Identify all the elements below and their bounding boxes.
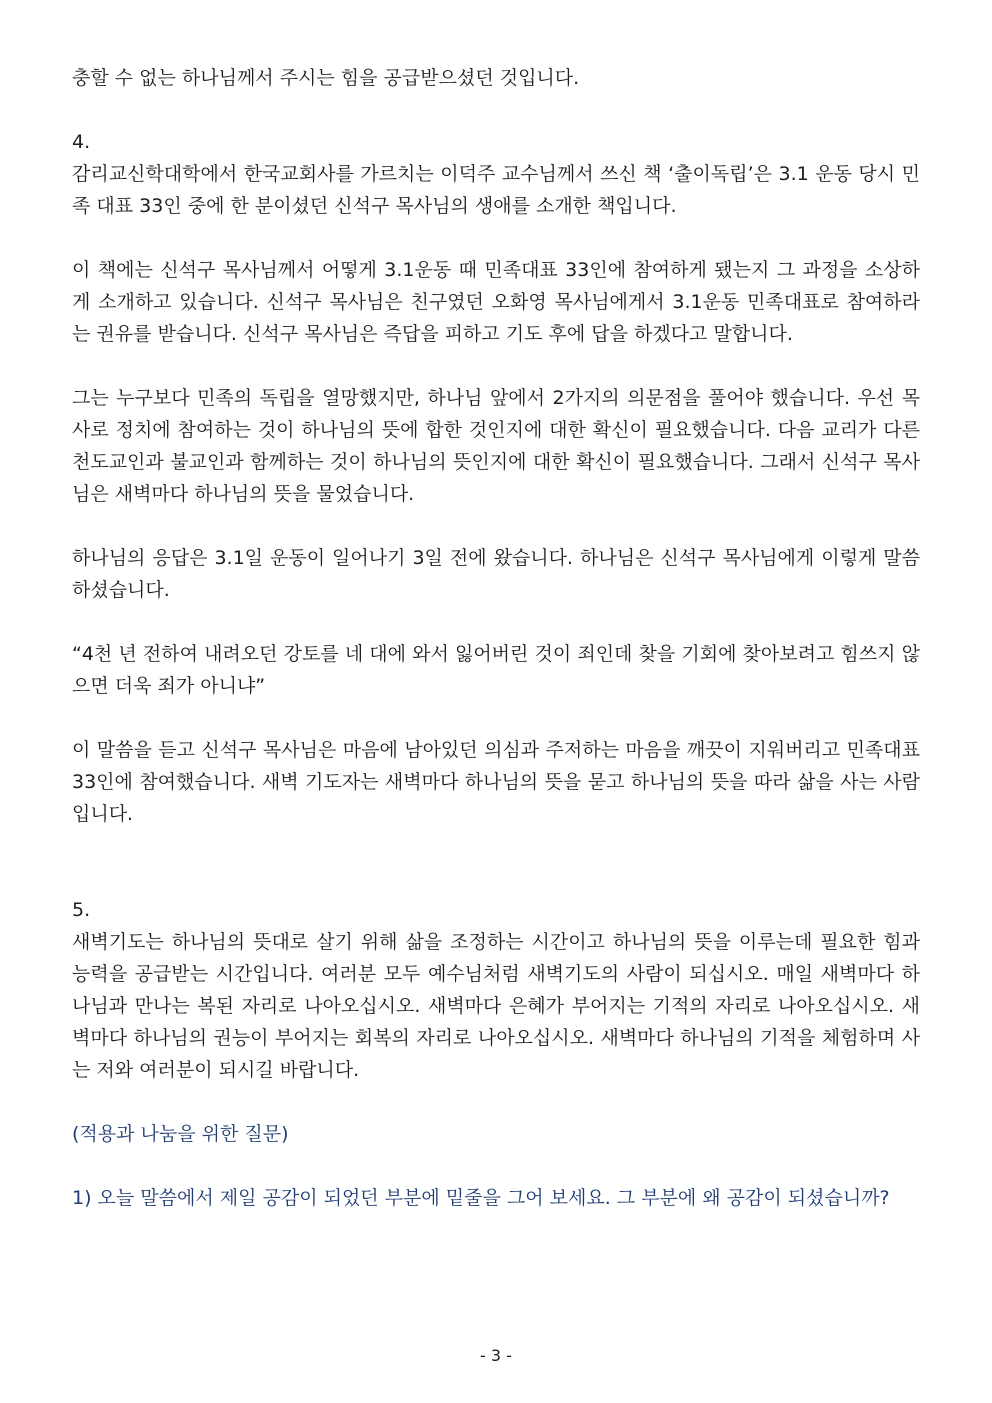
spacer: [72, 1086, 920, 1118]
questions-heading: (적용과 나눔을 위한 질문): [72, 1123, 289, 1145]
paragraph-participation: 이 책에는 신석구 목사님께서 어떻게 3.1운동 때 민족대표 33인에 참여하게 됐는지 그 과정을 소상하게 소개하고 있습니다. 신석구 목사님은 친구였던 오화영 목사님에게서 3.1운동 민족대표로 참여하라는 권유를 받습니다. 신석구 목사님은 즉답을 피하고 기도 후에 답을 하겠다고 말합니다.: [72, 259, 920, 345]
spacer: [72, 606, 920, 638]
spacer: [72, 830, 920, 862]
section-number-5: 5.: [72, 899, 91, 921]
paragraph-quote: “4천 년 전하여 내려오던 강토를 네 대에 와서 잃어버린 것이 죄인데 찾을 기회에 찾아보려고 힘쓰지 않으면 더욱 죄가 아니냐”: [72, 643, 920, 697]
paragraph-book-intro: 감리교신학대학에서 한국교회사를 가르치는 이덕주 교수님께서 쓰신 책 ‘출이독립’은 3.1 운동 당시 민족 대표 33인 중에 한 분이셨던 신석구 목사님의 생애를 소개한 책입니다.: [72, 163, 920, 217]
spacer: [72, 222, 920, 254]
spacer: [72, 702, 920, 734]
spacer: [72, 94, 920, 126]
document-body: [72, 62, 920, 1214]
spacer: [72, 350, 920, 382]
page-number: - 3 -: [480, 1346, 512, 1365]
paragraph-conclusion: 새벽기도는 하나님의 뜻대로 살기 위해 삶을 조정하는 시간이고 하나님의 뜻을 이루는데 필요한 힘과 능력을 공급받는 시간입니다. 여러분 모두 예수님처럼 새벽기도의 사람이 되십시오. 매일 새벽마다 하나님과 만나는 복된 자리로 나아오십시오. 새벽마다 은혜가 부어지는 기적의 자리로 나아오십시오. 새벽마다 하나님의 권능이 부어지는 회복의 자리로 나아오십시오. 새벽마다 하나님의 기적을 체험하며 사는 저와 여러분이 되시길 바랍니다.: [72, 931, 920, 1081]
question-1: 1) 오늘 말씀에서 제일 공감이 되었던 부분에 밑줄을 그어 보세요. 그 부분에 왜 공감이 되셨습니까?: [72, 1187, 890, 1209]
section-number-4: 4.: [72, 131, 91, 153]
paragraph-continued: 충할 수 없는 하나님께서 주시는 힘을 공급받으셨던 것입니다.: [72, 67, 580, 89]
spacer: [72, 510, 920, 542]
paragraph-answer: 하나님의 응답은 3.1일 운동이 일어나기 3일 전에 왔습니다. 하나님은 신석구 목사님에게 이렇게 말씀하셨습니다.: [72, 547, 920, 601]
spacer: [72, 862, 920, 894]
spacer: [72, 1150, 920, 1182]
paragraph-questions: 그는 누구보다 민족의 독립을 열망했지만, 하나님 앞에서 2가지의 의문점을 풀어야 했습니다. 우선 목사로 정치에 참여하는 것이 하나님의 뜻에 합한 것인지에 대한 확신이 필요했습니다. 다음 교리가 다른 천도교인과 불교인과 함께하는 것이 하나님의 뜻인지에 대한 확신이 필요했습니다. 그래서 신석구 목사님은 새벽마다 하나님의 뜻을 물었습니다.: [72, 387, 920, 505]
paragraph-decision: 이 말씀을 듣고 신석구 목사님은 마음에 남아있던 의심과 주저하는 마음을 깨끗이 지워버리고 민족대표 33인에 참여했습니다. 새벽 기도자는 새벽마다 하나님의 뜻을 묻고 하나님의 뜻을 따라 삶을 사는 사람입니다.: [72, 739, 920, 825]
